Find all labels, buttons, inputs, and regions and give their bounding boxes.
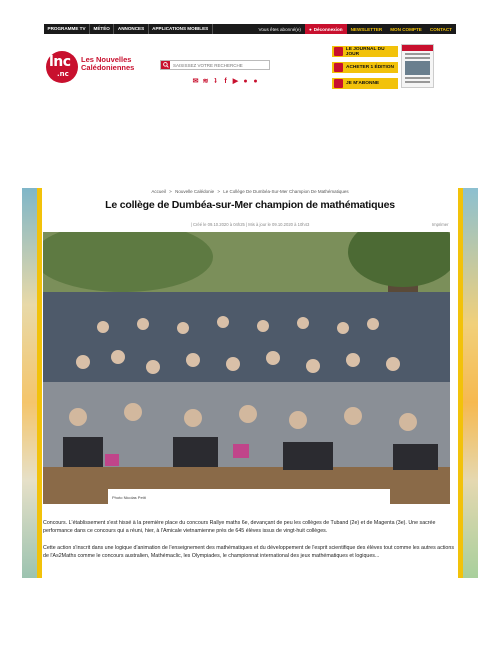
breadcrumb-current: Le Collège De Dumbéa-Sur-Mer Champion De Mathématiques <box>223 189 349 194</box>
breadcrumb-home[interactable]: Accueil <box>151 189 166 194</box>
rss-icon[interactable]: ≋ <box>202 78 209 85</box>
youtube-icon[interactable]: ▶ <box>232 78 239 85</box>
breadcrumb-section[interactable]: Nouvelle Calédonie <box>175 189 215 194</box>
breadcrumb-separator: > <box>217 189 221 194</box>
logo-line-2: Calédoniennes <box>81 63 135 72</box>
subscribe-label: JE M'ABONNE <box>346 81 380 86</box>
newspaper-icon <box>334 47 343 56</box>
nav-meteo[interactable]: MÉTÉO <box>90 24 114 34</box>
article-paragraph-1: Concours. L'établissement s'est hissé à la première place du concours Rallye maths 6e, devançant de peu les collèges de Tuband (2e) et de Magenta (3e). Une sacrée performance dans ce concours qui a réuni, hier, à l'Amicale vietnamienne près de 645 élèves issus de vingt-huit collèges. <box>43 520 436 534</box>
journal-line <box>405 81 430 83</box>
journal-photo <box>405 61 430 75</box>
site-logo[interactable] <box>46 51 78 83</box>
logout-button[interactable] <box>305 24 347 34</box>
left-background-banner <box>22 188 37 578</box>
newsletter-link[interactable]: NEWSLETTER <box>350 26 383 32</box>
article-paragraph-2: Cette action s'inscrit dans une logique d'animation de l'enseignement des mathématiques et du développement de l'esprit scientifique des élèves tout comme les autres actions de l'As2Maths comme le concours australien, Mathémaclic, les Olympiades, le championnat international des jeux mathématiques et logiques... <box>43 545 454 559</box>
apple-icon[interactable]: ● <box>253 78 258 85</box>
right-background-banner <box>463 188 478 578</box>
article-dates: | Créé le 09.10.2020 à 04h25 | Mis à jour le 09.10.2020 à 10h43 <box>190 222 310 227</box>
journal-line <box>405 57 430 59</box>
buy-edition-label: ACHETER 1 ÉDITION <box>346 65 394 70</box>
logo-line-1: Les Nouvelles <box>81 55 132 64</box>
journal-cover-thumbnail[interactable] <box>401 44 434 88</box>
journal-du-jour-label: LE JOURNAL DU JOUR <box>345 46 385 57</box>
search-icon <box>163 62 169 68</box>
article-title: Le collège de Dumbéa-sur-Mer champion de mathématiques <box>105 199 395 211</box>
photo-caption: Photo Nicolas Petit <box>108 489 390 508</box>
cart-icon <box>334 63 343 72</box>
breadcrumb-separator: > <box>169 189 172 194</box>
top-navbar <box>44 24 456 34</box>
search-box <box>160 60 270 70</box>
journal-du-jour-button[interactable] <box>332 46 398 57</box>
search-button[interactable] <box>161 61 170 69</box>
subscribe-icon <box>334 79 343 88</box>
nav-programme-tv[interactable]: PROGRAMME TV <box>44 24 90 34</box>
logo-tld: .nc <box>57 70 69 78</box>
social-links <box>192 78 259 85</box>
nav-annonces[interactable]: ANNONCES <box>114 24 148 34</box>
header-actions <box>332 46 398 94</box>
article-photo <box>43 232 450 504</box>
account-link[interactable]: MON COMPTE <box>390 26 422 32</box>
facebook-icon[interactable]: f <box>224 78 227 85</box>
journal-line <box>405 53 430 55</box>
subscriber-status: Vous êtes abonné(e) <box>258 26 301 32</box>
print-link[interactable]: Imprimer <box>432 222 449 227</box>
twitter-icon[interactable]: ʇ <box>214 78 217 85</box>
android-icon[interactable]: ● <box>243 78 248 85</box>
subscribe-button[interactable] <box>332 78 398 89</box>
journal-line <box>405 77 430 79</box>
contact-link[interactable]: CONTACT <box>429 26 452 32</box>
journal-masthead <box>402 45 433 51</box>
buy-edition-button[interactable] <box>332 62 398 73</box>
students-group-photo <box>43 232 450 504</box>
user-icon: ● <box>308 26 312 32</box>
logout-label: Déconnexion <box>313 26 343 32</box>
search-input[interactable] <box>170 63 265 68</box>
logo-mark: lnc <box>49 54 71 70</box>
nav-applications[interactable]: APPLICATIONS MOBILES <box>149 24 213 34</box>
mail-icon[interactable]: ✉ <box>192 78 199 85</box>
logo-wordmark[interactable] <box>81 56 134 72</box>
breadcrumb <box>0 189 500 194</box>
